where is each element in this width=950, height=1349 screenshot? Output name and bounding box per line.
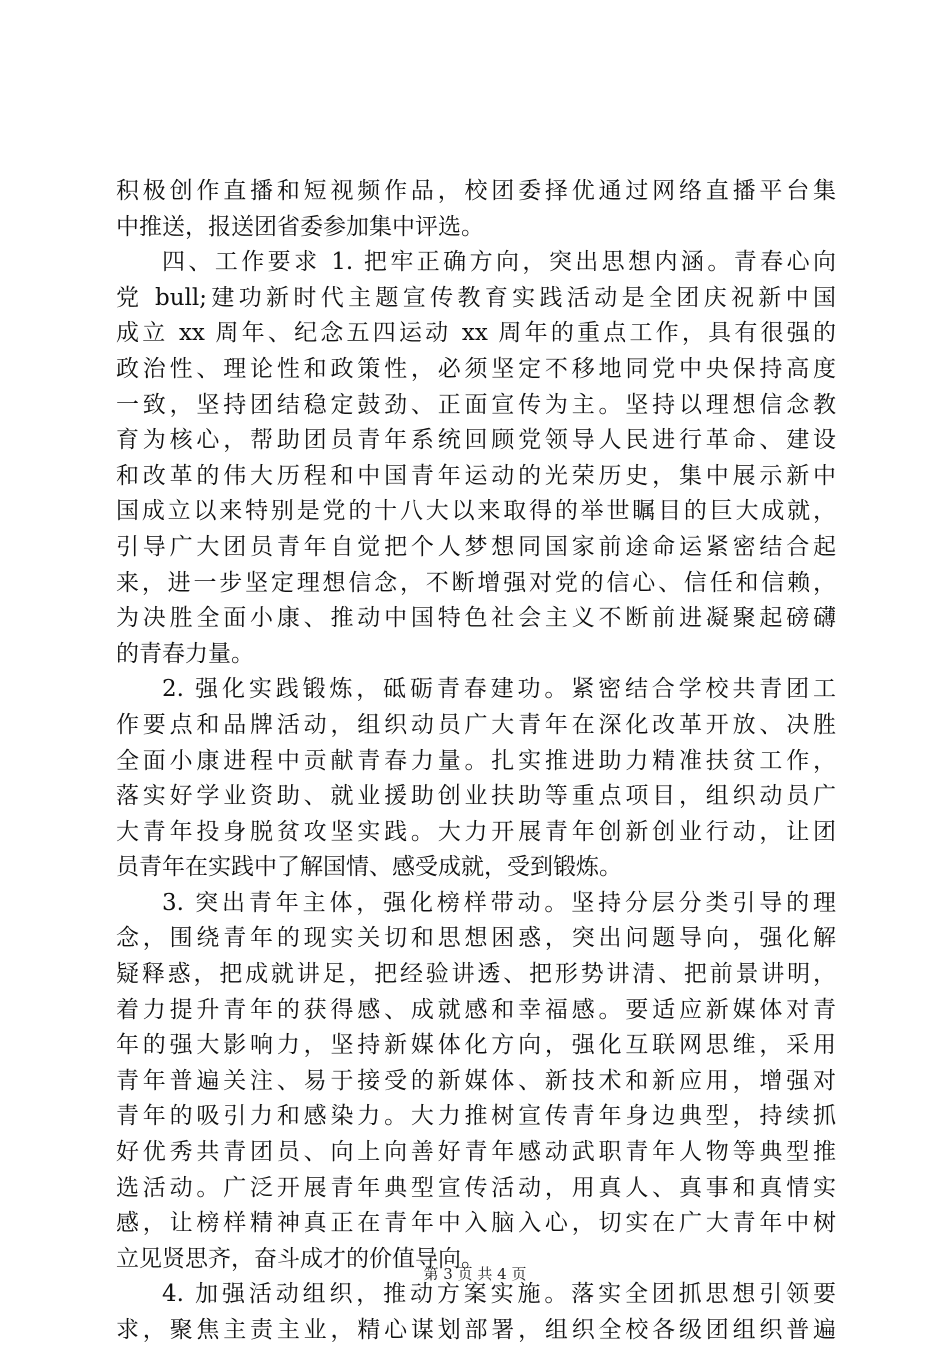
text-line: 落实好学业资助、就业援助创业扶助等重点项目，组织动员广 — [116, 783, 836, 810]
text-line: 党 bull;建功新时代主题宣传教育实践活动是全团庆祝新中国 — [116, 284, 836, 311]
text-line: 4. 加强活动组织，推动方案实施。落实全团抓思想引领要 — [162, 1281, 836, 1308]
text-line: 全面小康进程中贡献青春力量。扎实推进助力精准扶贫工作， — [116, 747, 836, 774]
text-line: 引导广大团员青年自觉把个人梦想同国家前途命运紧密结合起 — [116, 533, 836, 560]
text-line: 青年的吸引力和感染力。大力推树宣传青年身边典型，持续抓 — [116, 1103, 836, 1130]
text-line: 疑释惑，把成就讲足，把经验讲透、把形势讲清、把前景讲明， — [116, 961, 836, 988]
text-line: 求，聚焦主责主业，精心谋划部署，组织全校各级团组织普遍 — [116, 1317, 836, 1343]
page-footer: 第 3 页 共 4 页 — [423, 1265, 527, 1283]
text-line: 年的强大影响力，坚持新媒体化方向，强化互联网思维，采用 — [116, 1032, 836, 1059]
text-line: 好优秀共青团员、向上向善好青年感动武职青年人物等典型推 — [116, 1139, 836, 1166]
text-line: 立见贤思齐，奋斗成才的价值导向。 — [116, 1245, 484, 1272]
text-line: 一致，坚持团结稳定鼓劲、正面宣传为主。坚持以理想信念教 — [116, 391, 836, 418]
text-line: 为决胜全面小康、推动中国特色社会主义不断前进凝聚起磅礴 — [116, 605, 836, 632]
text-line: 成立 xx 周年、纪念五四运动 xx 周年的重点工作，具有很强的 — [116, 320, 836, 347]
document-body — [116, 174, 836, 1349]
text-line: 感，让榜样精神真正在青年中入脑入心，切实在广大青年中树 — [116, 1210, 836, 1237]
text-line: 来，进一步坚定理想信念，不断增强对党的信心、信任和信赖， — [116, 569, 836, 596]
text-line: 育为核心，帮助团员青年系统回顾党领导人民进行革命、建设 — [116, 427, 836, 454]
text-line: 3. 突出青年主体，强化榜样带动。坚持分层分类引导的理 — [162, 889, 836, 916]
text-line: 的青春力量。 — [116, 640, 254, 667]
text-line: 2. 强化实践锻炼，砥砺青春建功。紧密结合学校共青团工 — [162, 676, 836, 703]
text-line: 选活动。广泛开展青年典型宣传活动，用真人、真事和真情实 — [116, 1174, 836, 1201]
text-line: 员青年在实践中了解国情、感受成就，受到锻炼。 — [116, 854, 622, 881]
text-line: 着力提升青年的获得感、成就感和幸福感。要适应新媒体对青 — [116, 996, 836, 1023]
text-line: 国成立以来特别是党的十八大以来取得的举世瞩目的巨大成就， — [116, 498, 836, 525]
text-line: 念，围绕青年的现实关切和思想困惑，突出问题导向，强化解 — [116, 925, 836, 952]
text-line: 积极创作直播和短视频作品，校团委择优通过网络直播平台集 — [116, 178, 836, 204]
text-line: 四、工作要求 1. 把牢正确方向，突出思想内涵。青春心向 — [162, 249, 836, 276]
text-line: 大青年投身脱贫攻坚实践。大力开展青年创新创业行动，让团 — [116, 818, 836, 845]
text-line: 作要点和品牌活动，组织动员广大青年在深化改革开放、决胜 — [116, 711, 836, 738]
text-line: 青年普遍关注、易于接受的新媒体、新技术和新应用，增强对 — [116, 1067, 836, 1094]
text-line: 政治性、理论性和政策性，必须坚定不移地同党中央保持高度 — [116, 355, 836, 382]
text-line: 和改革的伟大历程和中国青年运动的光荣历史，集中展示新中 — [116, 462, 836, 489]
text-line: 中推送，报送团省委参加集中评选。 — [116, 213, 484, 240]
